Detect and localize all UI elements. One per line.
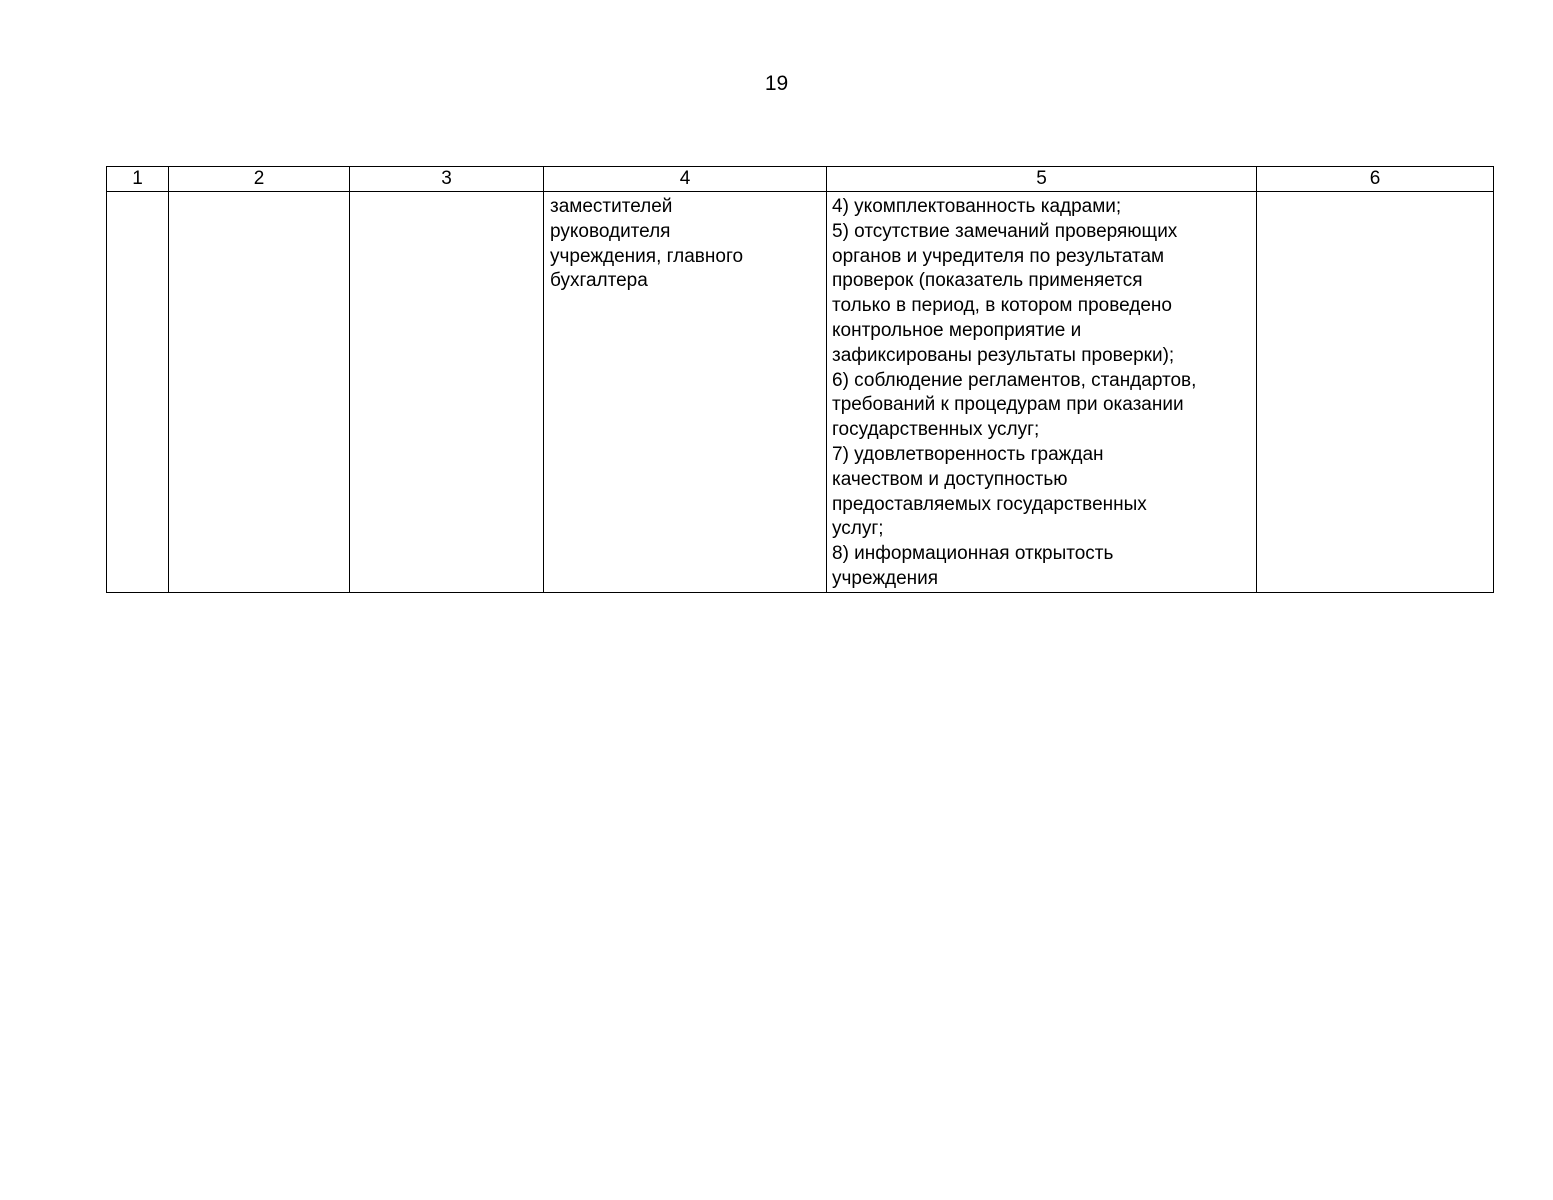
cell-line: требований к процедурам при оказании [832,394,1184,416]
cell-line: 8) информационная открытость [832,543,1114,565]
table-header-row [107,167,1494,192]
cell-line: 5) отсутствие замечаний проверяющих [832,220,1178,242]
table-cell-col4 [544,192,827,593]
column-header-4: 4 [544,167,827,192]
column-header-3: 3 [350,167,544,192]
cell-line: контрольное мероприятие и [832,319,1082,341]
cell-line: учреждения [832,567,939,589]
criteria-list [827,192,1256,592]
page-number: 19 [764,72,789,95]
cell-line: заместителей [550,196,673,217]
table-cell-col1 [107,192,169,593]
cell-line: проверок (показатель применяется [832,270,1143,292]
table-row [107,192,1494,593]
cell-line: 6) соблюдение регламентов, стандартов, [832,369,1197,391]
table-cell-col2 [169,192,350,593]
cell-line: только в период, в котором проведено [832,295,1172,317]
cell-line: 4) укомплектованность кадрами; [832,196,1122,217]
cell-line: учреждения, главного [550,245,744,267]
column-header-1: 1 [107,167,169,192]
cell-line: предоставляемых государственных [832,493,1147,515]
cell-line: услуг; [832,518,884,540]
table-cell-col5 [827,192,1257,593]
cell-line: органов и учредителя по результатам [832,245,1165,267]
cell-line: зафиксированы результаты проверки); [832,344,1175,366]
cell-line: 7) удовлетворенность граждан [832,443,1104,465]
cell-line: бухгалтера [550,270,648,292]
column-header-5: 5 [827,167,1257,192]
position-list [544,192,826,294]
data-table [106,166,1494,593]
column-header-6: 6 [1257,167,1494,192]
table-cell-col6 [1257,192,1494,593]
cell-line: государственных услуг; [832,419,1040,441]
cell-line: качеством и доступностью [832,468,1068,490]
column-header-2: 2 [169,167,350,192]
table-cell-col3 [350,192,544,593]
cell-line: руководителя [550,220,671,242]
